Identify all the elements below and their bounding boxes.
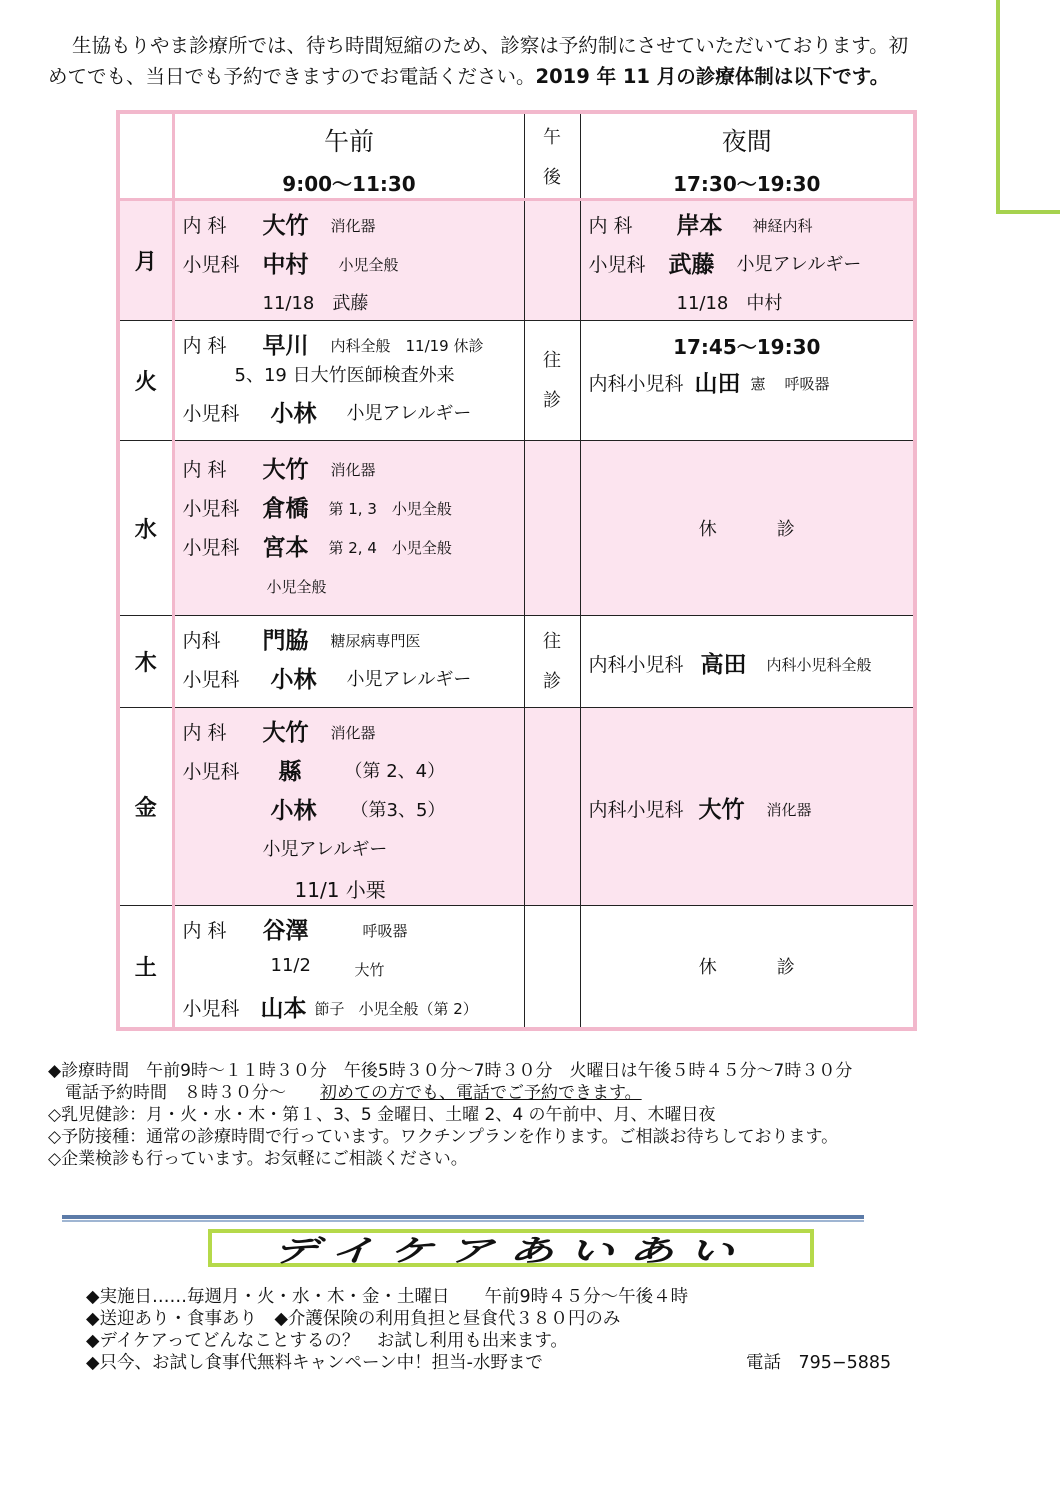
row-wednesday <box>118 441 915 616</box>
row-tuesday <box>118 321 915 441</box>
notes-section <box>48 1060 948 1170</box>
header-night: 夜間 17:30～19:30 <box>580 112 915 200</box>
daycare-banner-title: デイケアあいあい <box>273 1234 749 1269</box>
daycare-days: ◆実施日……毎週月・火・水・木・金・土曜日 午前9時４５分～午後４時 <box>86 1287 689 1307</box>
day-monday: 月 <box>118 200 173 321</box>
note-vaccination: ◇予防接種：通常の診療時間で行っています。ワクチンプランを作ります。ご相談お待ちしております。 <box>48 1127 839 1147</box>
friday-afternoon <box>524 708 580 906</box>
day-friday: 金 <box>118 708 173 906</box>
daycare-campaign: ◆只今、お試し食事代無料キャンペーン中！担当-水野まで 電話 795−5885 <box>86 1353 892 1373</box>
day-wednesday: 水 <box>118 441 173 616</box>
row-friday <box>118 708 915 906</box>
wednesday-night-closed: 休診 <box>580 441 915 616</box>
tuesday-morning: 内 科 早川 内科全般 11/19 休診 5、19 日大竹医師検査外来 小児科 小林 小児アレルギー <box>173 321 524 441</box>
note-company-checkup: ◇企業検診も行っています。お気軽にご相談ください。 <box>48 1149 468 1169</box>
row-monday <box>118 200 915 321</box>
day-tuesday: 火 <box>118 321 173 441</box>
tuesday-house-call: 往 診 <box>524 321 580 441</box>
tuesday-night: 17:45～19:30 内科小児科 山田 憲 呼吸器 <box>580 321 915 441</box>
corner-frame <box>996 0 1060 214</box>
header-morning: 午前 9:00～11:30 <box>173 112 524 200</box>
thursday-morning: 内科 門脇 糖尿病専門医 小児科 小林 小児アレルギー <box>173 616 524 708</box>
thursday-house-call: 往 診 <box>524 616 580 708</box>
wednesday-morning: 内 科 大竹 消化器 小児科 倉橋 第 1, 3 小児全般 小児科 宮本 第 2, 4 小児全般 小児全般 <box>173 441 524 616</box>
daycare-phone: 電話 795−5885 <box>746 1353 892 1373</box>
monday-afternoon <box>524 200 580 321</box>
friday-night: 内科小児科 大竹 消化器 <box>580 708 915 906</box>
note-phone-reservation: 電話予約時間 ８時３０分～ 初めての方でも、電話でご予約できます。 <box>48 1083 642 1103</box>
monday-night: 内 科 岸本 神経内科 小児科 武藤 小児アレルギー 11/18 中村 <box>580 200 915 321</box>
daycare-trial: ◆デイケアってどんなことするの？ お試し利用も出来ます。 <box>86 1331 568 1351</box>
note-infant-checkup: ◇乳児健診：月・火・水・木・第１、3、5 金曜日、土曜 2、4 の午前中、月、木曜日夜 <box>48 1105 716 1125</box>
wednesday-afternoon <box>524 441 580 616</box>
divider-rule-shadow <box>62 1220 864 1222</box>
day-saturday: 土 <box>118 906 173 1029</box>
daycare-services: ◆送迎あり・食事あり ◆介護保険の利用負担と昼食代３８０円のみ <box>86 1309 621 1329</box>
note-hours: ◆診療時間 午前9時～１１時３０分 午後5時３０分～7時３０分 火曜日は午後５時４５分～7時３０分 <box>48 1061 853 1081</box>
intro-year: 2019 年 11 月の診療体制は以下です。 <box>535 65 890 88</box>
schedule-table <box>116 110 917 1031</box>
day-thursday: 木 <box>118 616 173 708</box>
daycare-banner <box>208 1229 814 1267</box>
intro-text <box>48 30 988 92</box>
row-thursday <box>118 616 915 708</box>
daycare-info <box>86 1286 916 1374</box>
header-blank <box>118 112 173 200</box>
intro-line-1: 生協もりやま診療所では、待ち時間短縮のため、診察は予約制にさせていただいております。初 <box>72 34 909 57</box>
saturday-night-closed: 休診 <box>580 906 915 1029</box>
monday-morning: 内 科 大竹 消化器 小児科 中村 小児全般 11/18 武藤 <box>173 200 524 321</box>
header-afternoon: 午 後 <box>524 112 580 200</box>
saturday-afternoon <box>524 906 580 1029</box>
divider-rule <box>62 1215 864 1219</box>
thursday-night: 内科小児科 高田 内科小児科全般 <box>580 616 915 708</box>
friday-morning: 内 科 大竹 消化器 小児科 縣 （第 2、4） 小林 （第3、5） 小児アレルギー 11/1 小栗 <box>173 708 524 906</box>
row-saturday <box>118 906 915 1029</box>
saturday-morning: 内 科 谷澤 呼吸器 11/2 大竹 小児科 山本 節子 小児全般（第 2） <box>173 906 524 1029</box>
header-row <box>118 112 915 200</box>
intro-line-2: めてでも、当日でも予約できますのでお電話ください。2019 年 11 月の診療体制は以下です。 <box>48 65 890 88</box>
